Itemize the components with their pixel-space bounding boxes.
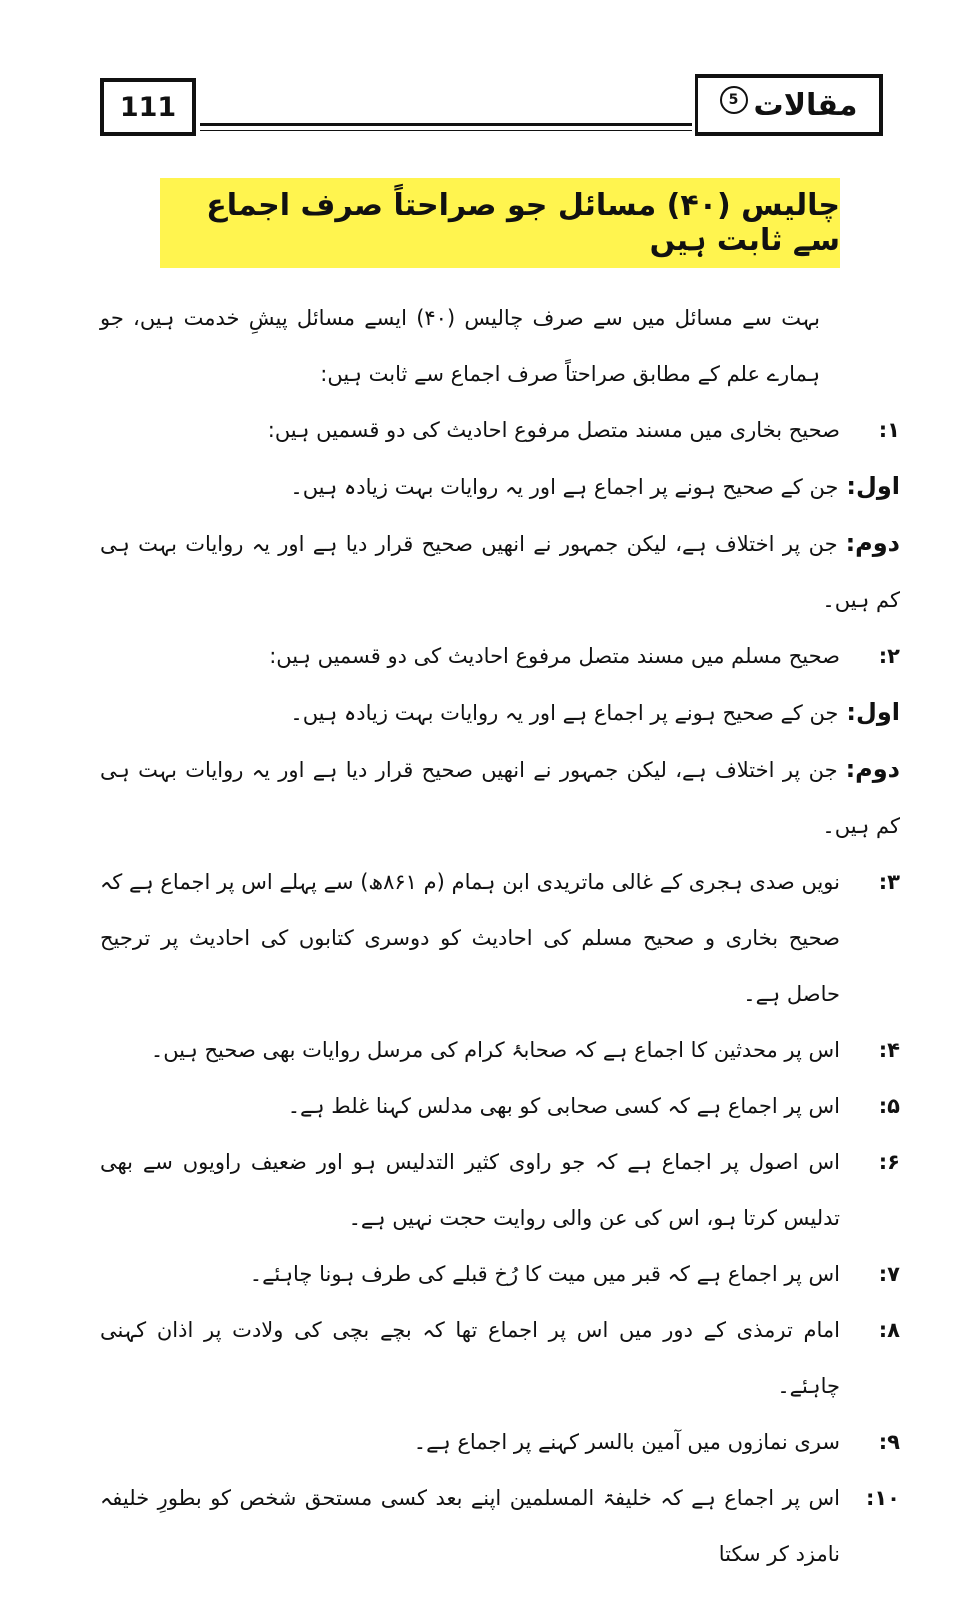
sub-item [100,741,900,854]
item-number: ۹: [878,1430,900,1454]
item-number: ۴: [878,1038,900,1062]
sub-item-label: اول: [846,698,900,726]
sub-item [100,684,900,741]
header-rule-thin [200,130,692,131]
volume-badge: 5 [720,86,748,114]
section-heading: چالیس (۴۰) مسائل جو صراحتاً صرف اجماع سے ثابت ہیں [160,178,840,268]
sub-item-text: جن پر اختلاف ہے، لیکن جمہور نے انھیں صحیح قرار دیا ہے اور یہ روایات بہت ہی کم ہیں۔ [100,532,900,612]
sub-item [100,458,900,515]
item-text: اس اصول پر اجماع ہے کہ جو راوی کثیر التدلیس ہو اور ضعیف راویوں سے بھی تدلیس کرتا ہو، اس کی عن والی روایت حجت نہیں ہے۔ [100,1150,840,1230]
item-text: اس پر اجماع ہے کہ قبر میں میت کا رُخ قبلے کی طرف ہونا چاہئے۔ [249,1262,840,1286]
book-title: مقالات [753,87,858,123]
item-text: سری نمازوں میں آمین بالسر کہنے پر اجماع ہے۔ [413,1430,840,1454]
item-text: اس پر محدثین کا اجماع ہے کہ صحابۂ کرام کی مرسل روایات بھی صحیح ہیں۔ [150,1038,840,1062]
sub-item-label: دوم: [845,755,900,783]
list-item [100,1414,900,1470]
item-text: اس پر اجماع ہے کہ کسی صحابی کو بھی مدلس کہنا غلط ہے۔ [287,1094,840,1118]
item-number: ۳: [878,870,900,894]
item-text: صحیح مسلم میں مسند متصل مرفوع احادیث کی دو قسمیں ہیں: [269,644,840,668]
sub-item [100,515,900,628]
item-number: ۷: [878,1262,900,1286]
sub-item-text: جن کے صحیح ہونے پر اجماع ہے اور یہ روایات بہت زیادہ ہیں۔ [290,701,839,725]
list-item [100,1246,900,1302]
sub-item-text: جن کے صحیح ہونے پر اجماع ہے اور یہ روایات بہت زیادہ ہیں۔ [290,475,839,499]
list-item [100,1078,900,1134]
header-rule [200,123,692,126]
item-number: ۱۰: [865,1486,900,1510]
list-item [100,1134,900,1246]
list-item [100,402,900,458]
item-text: اس پر اجماع ہے کہ خلیفۃ المسلمین اپنے بعد کسی مستحق شخص کو بطورِ خلیفہ نامزد کر سکتا [100,1486,840,1566]
sub-item-text: جن پر اختلاف ہے، لیکن جمہور نے انھیں صحیح قرار دیا ہے اور یہ روایات بہت ہی کم ہیں۔ [100,758,900,838]
list-item [100,1470,900,1582]
item-number: ۸: [878,1318,900,1342]
page-number: 111 [100,78,196,136]
item-text: نویں صدی ہجری کے غالی ماتریدی ابن ہمام (م ۸۶۱ھ) سے پہلے اس پر اجماع ہے کہ صحیح بخاری و صحیح مسلم کی احادیث کو دوسری کتابوں کی احادیث پر ترجیح حاصل ہے۔ [100,870,840,1006]
item-number: ۵: [878,1094,900,1118]
item-number: ۱: [878,418,900,442]
item-text: امام ترمذی کے دور میں اس پر اجماع تھا کہ بچے بچی کی ولادت پر اذان کہنی چاہئے۔ [100,1318,840,1398]
list-item [100,1022,900,1078]
list-item [100,854,900,1022]
body-text [100,290,900,1582]
list-item [100,1302,900,1414]
list-item [100,628,900,684]
sub-item-label: دوم: [845,529,900,557]
item-number: ۲: [878,644,900,668]
item-text: صحیح بخاری میں مسند متصل مرفوع احادیث کی دو قسمیں ہیں: [267,418,840,442]
intro-paragraph: بہت سے مسائل میں سے صرف چالیس (۴۰) ایسے مسائل پیشِ خدمت ہیں، جو ہمارے علم کے مطابق صراحتاً صرف اجماع سے ثابت ہیں: [100,306,820,386]
book-title-box [695,74,883,136]
sub-item-label: اول: [846,472,900,500]
item-number: ۶: [878,1150,900,1174]
